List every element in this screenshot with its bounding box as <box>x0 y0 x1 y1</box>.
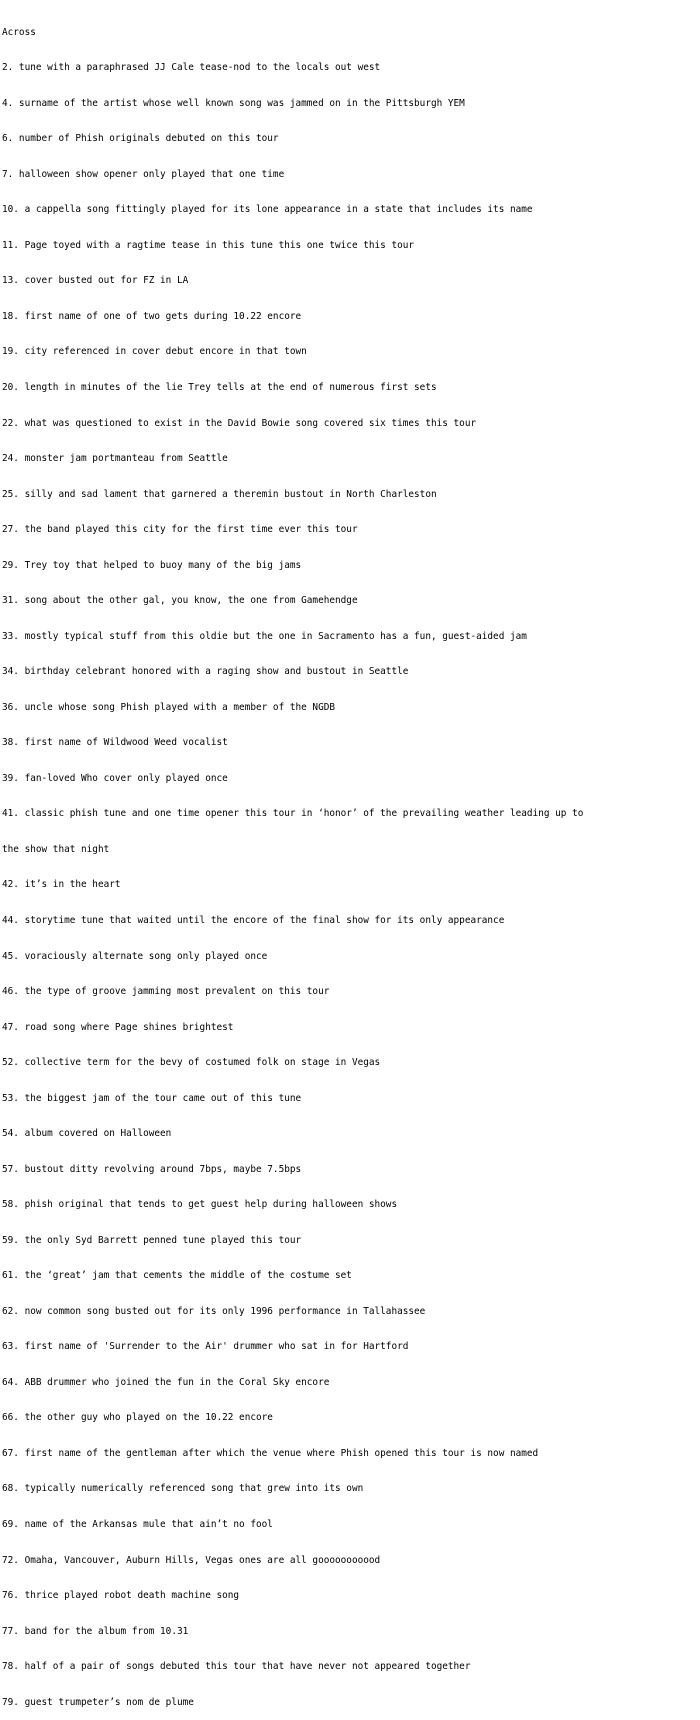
clue-line: 34. birthday celebrant honored with a raging show and bustout in Seattle <box>2 666 409 678</box>
clue-line: 19. city referenced in cover debut encore in that town <box>2 346 307 358</box>
clue-line: 61. the ‘great’ jam that cements the middle of the costume set <box>2 1270 352 1282</box>
across-heading: Across <box>2 26 36 38</box>
clue-line: 39. fan-loved Who cover only played once <box>2 772 228 784</box>
clue-line: 24. monster jam portmanteau from Seattle <box>2 453 228 465</box>
clue-line: 2. tune with a paraphrased JJ Cale tease-nod to the locals out west <box>2 62 381 74</box>
clue-line: 22. what was questioned to exist in the David Bowie song covered six times this tour <box>2 417 477 429</box>
clue-line: 45. voraciously alternate song only played once <box>2 950 268 962</box>
clue-line: 20. length in minutes of the lie Trey tells at the end of numerous first sets <box>2 382 437 393</box>
clue-line: 78. half of a pair of songs debuted this tour that have never not appeared together <box>2 1661 471 1673</box>
clue-line: 44. storytime tune that waited until the encore of the final show for its only appearance <box>2 914 505 926</box>
clue-line: 54. album covered on Halloween <box>2 1128 172 1140</box>
clue-line: 64. ABB drummer who joined the fun in the Coral Sky encore <box>2 1376 330 1388</box>
across-clue-list <box>2 3 698 1720</box>
clue-line: 79. guest trumpeter’s nom de plume <box>2 1696 194 1708</box>
clue-line: 25. silly and sad lament that garnered a theremin bustout in North Charleston <box>2 488 437 500</box>
clue-line: 59. the only Syd Barrett penned tune played this tour <box>2 1234 302 1246</box>
clue-line: 66. the other guy who played on the 10.22 encore <box>2 1412 273 1424</box>
clue-line-continuation: the show that night <box>2 843 110 855</box>
clue-line: 41. classic phish tune and one time opener this tour in ‘honor’ of the prevailing weather leading up to <box>2 808 584 820</box>
clue-line: 6. number of Phish originals debuted on this tour <box>2 133 279 145</box>
clue-line: 52. collective term for the bevy of costumed folk on stage in Vegas <box>2 1057 381 1069</box>
clue-line: 58. phish original that tends to get guest help during halloween shows <box>2 1199 398 1211</box>
clue-line: 10. a cappella song fittingly played for its lone appearance in a state that includes its name <box>2 204 533 216</box>
clue-line: 33. mostly typical stuff from this oldie but the one in Sacramento has a fun, guest-aided jam <box>2 630 527 642</box>
clue-line: 18. first name of one of two gets during 10.22 encore <box>2 310 302 322</box>
clue-line: 7. halloween show opener only played that one time <box>2 168 285 180</box>
clue-line: 68. typically numerically referenced song that grew into its own <box>2 1483 364 1495</box>
clue-line: 27. the band played this city for the first time ever this tour <box>2 524 358 536</box>
clue-line: 29. Trey toy that helped to buoy many of the big jams <box>2 559 302 571</box>
clue-line: 47. road song where Page shines brightest <box>2 1021 234 1033</box>
clue-line: 31. song about the other gal, you know, the one from Gamehendge <box>2 595 358 607</box>
clue-line: 62. now common song busted out for its only 1996 performance in Tallahassee <box>2 1305 426 1317</box>
clue-line: 42. it’s in the heart <box>2 879 121 891</box>
clue-line: 4. surname of the artist whose well known song was jammed on in the Pittsburgh YEM <box>2 97 465 109</box>
clue-line: 69. name of the Arkansas mule that ain’t no fool <box>2 1519 273 1530</box>
clue-line: 67. first name of the gentleman after which the venue where Phish opened this tour is now named <box>2 1447 539 1459</box>
clue-line: 57. bustout ditty revolving around 7bps, maybe 7.5bps <box>2 1163 302 1175</box>
clue-line: 46. the type of groove jamming most prevalent on this tour <box>2 986 330 998</box>
clue-line: 76. thrice played robot death machine song <box>2 1590 240 1602</box>
clue-line: 38. first name of Wildwood Weed vocalist <box>2 737 228 749</box>
clue-line: 77. band for the album from 10.31 <box>2 1625 189 1637</box>
clue-line: 63. first name of 'Surrender to the Air' drummer who sat in for Hartford <box>2 1341 409 1353</box>
clue-line: 53. the biggest jam of the tour came out of this tune <box>2 1092 302 1104</box>
clue-line: 36. uncle whose song Phish played with a member of the NGDB <box>2 701 336 713</box>
clue-line: 13. cover busted out for FZ in LA <box>2 275 189 287</box>
clue-line: 11. Page toyed with a ragtime tease in this tune this one twice this tour <box>2 239 415 251</box>
clue-line: 72. Omaha, Vancouver, Auburn Hills, Vegas ones are all gooooooooood <box>2 1554 381 1566</box>
